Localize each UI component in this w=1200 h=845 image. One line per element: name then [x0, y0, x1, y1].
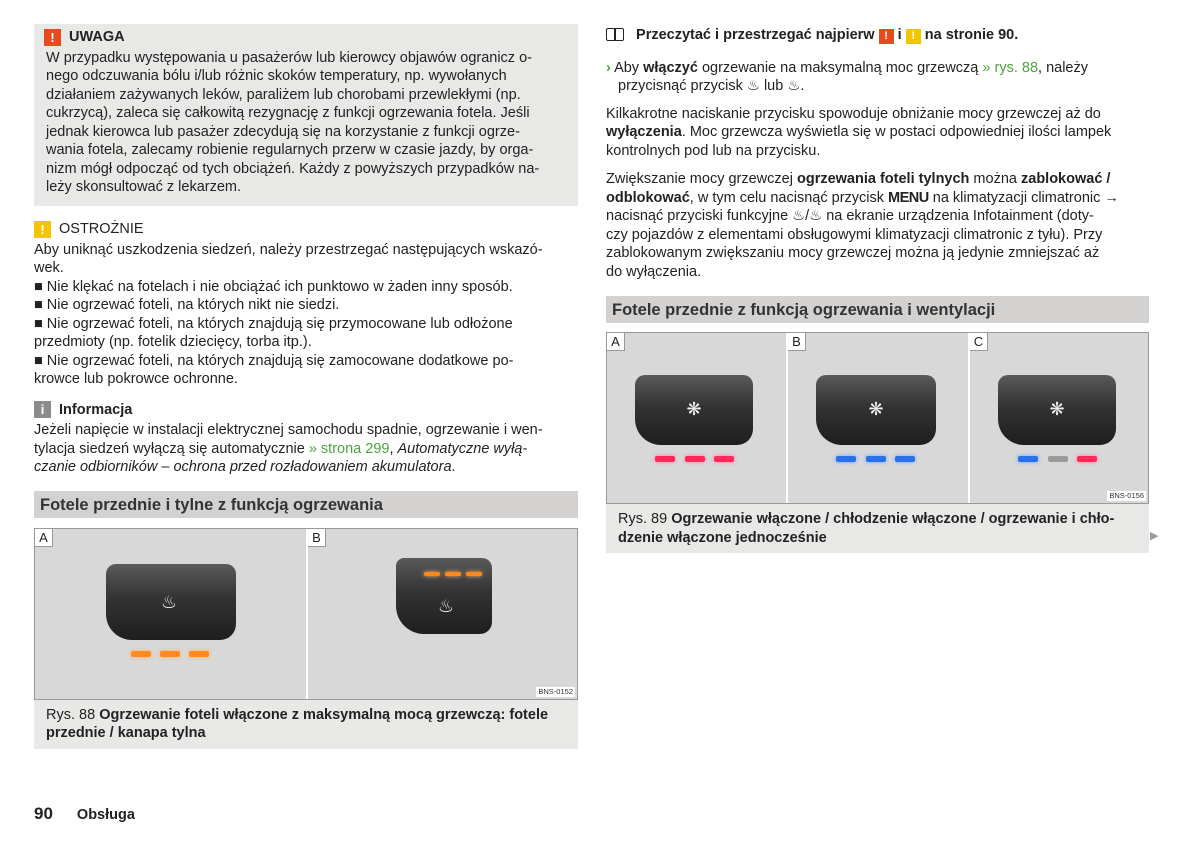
heat-indicator-led — [685, 456, 705, 462]
step-text: Aby — [610, 59, 644, 76]
step-line: przycisnąć przycisk ♨ lub ♨. — [618, 78, 805, 94]
caution-bullet: ■ Nie klękać na fotelach i nie obciążać ich punktowo w żaden inny sposób. — [34, 278, 513, 295]
right-column — [606, 24, 1149, 553]
heat-indicator-led — [189, 651, 209, 657]
caution-intro-line: Aby uniknąć uszkodzenia siedzeń, należy przestrzegać następujących wskazó- — [34, 241, 543, 258]
info-italic: czanie odbiorników – ochrona przed rozładowaniem akumulatora — [34, 459, 452, 475]
step-paragraph — [606, 59, 1149, 96]
warning-line: działaniem zażywanych leków, paraliżem lub chorobami przewlekłymi (np. — [46, 86, 521, 103]
seat-heat-icon: ♨ — [437, 595, 455, 616]
para-line — [606, 189, 1149, 208]
caution-title: OSTROŻNIE — [59, 221, 144, 237]
heat-indicator-led — [445, 572, 461, 576]
caution-bullet: ■ Nie ogrzewać foteli, na których nikt nie siedzi. — [34, 297, 340, 313]
caption-text: Ogrzewanie foteli włączone z maksymalną mocą grzewczą: fotele przednie / kanapa tylna — [46, 706, 549, 741]
para-line — [606, 123, 1149, 142]
para-line: nacisnąć przyciski funkcyjne ♨/♨ na ekranie urządzenia Infotainment (doty- — [606, 208, 1094, 224]
warning-line: W przypadku występowania u pasażerów lub kierowcy objawów ogranicz o- — [46, 49, 532, 66]
warning-icon: ! — [879, 29, 894, 44]
left-column — [34, 24, 578, 749]
caution-section — [34, 220, 578, 389]
cool-indicator-led — [836, 456, 856, 462]
heat-indicator-led — [424, 572, 440, 576]
caution-icon: ! — [906, 29, 921, 44]
panel-label: A — [35, 529, 53, 547]
para-bold: wyłączenia — [606, 124, 682, 140]
caution-intro-line: wek. — [34, 260, 64, 276]
fan-heat-icon: ❋ — [868, 399, 884, 419]
warning-icon: ! — [44, 29, 61, 46]
warning-line: leży skonsultować z lekarzem. — [46, 179, 242, 195]
cool-indicator-led — [895, 456, 915, 462]
info-italic: Automatyczne wyłą- — [397, 440, 528, 457]
menu-key-label: MENU — [888, 189, 929, 206]
figure-88-caption — [34, 700, 578, 749]
para-line: do wyłączenia. — [606, 263, 702, 280]
section-heading-heated-seats: Fotele przednie i tylne z funkcją ogrzewania — [34, 491, 578, 518]
seat-heat-icon: ♨ — [160, 591, 178, 612]
para-line: zablokowanym zwiększaniu mocy grzewczej można ją jedynie zmniejszać aż — [606, 245, 1100, 261]
caution-bullet: przedmioty (np. fotelik dziecięcy, torba itp.). — [34, 334, 312, 350]
info-header — [34, 401, 578, 420]
caution-bullets — [34, 278, 578, 389]
figure-88 — [34, 528, 578, 700]
info-text-part: , — [389, 440, 398, 457]
reference-text: i — [897, 27, 902, 43]
cool-indicator-led — [1018, 456, 1038, 462]
panel-label: B — [788, 333, 806, 351]
figure-code: BNS-0152 — [538, 686, 573, 696]
fan-heat-icon: ❋ — [686, 399, 702, 419]
reference-text: na stronie 90. — [924, 27, 1019, 43]
para-text: można — [969, 171, 1021, 187]
para-line: kontrolnych pod lub na przycisku. — [606, 142, 821, 159]
info-line — [34, 440, 578, 459]
book-icon — [606, 28, 624, 41]
para-line: Kilkakrotne naciskanie przycisku spowoduje obniżanie mocy grzewczej aż do — [606, 105, 1101, 122]
para-text: Zwiększanie mocy grzewczej — [606, 171, 797, 187]
warning-title: UWAGA — [69, 29, 125, 45]
seat-climate-button — [816, 375, 936, 445]
seat-climate-button — [635, 375, 753, 445]
warning-line: cukrzycą), zaleca się całkowitą rezygnację z funkcji ogrzewania fotela. Jeśli — [46, 105, 530, 121]
heat-indicator-led — [131, 651, 151, 657]
panel-label: A — [607, 333, 625, 351]
warning-box — [34, 24, 578, 206]
step-arrow-icon: › — [606, 59, 611, 76]
para-line — [606, 170, 1149, 189]
page-299-link[interactable]: » strona 299 — [308, 440, 390, 457]
info-text — [34, 421, 578, 477]
para-text: na klimatyzacji climatronic → — [928, 189, 1119, 206]
heat-indicator-led — [466, 572, 482, 576]
page-footer — [34, 805, 135, 825]
para-line: czy pojazdów z elementami obsługowymi klimatyzacji climatronic z tyłu). Przy — [606, 226, 1103, 243]
reference-text: Przeczytać i przestrzegać najpierw — [636, 27, 875, 43]
para-bold: odblokować — [606, 189, 690, 206]
section-heading-heated-ventilated-seats: Fotele przednie z funkcją ogrzewania i wentylacji — [606, 296, 1149, 323]
figure-89-panel-a — [607, 333, 786, 503]
page-number: 90 — [34, 804, 53, 823]
cool-indicator-led — [866, 456, 886, 462]
step-bold: włączyć — [643, 59, 698, 76]
caution-icon: ! — [34, 221, 51, 238]
reference-line — [606, 26, 1149, 45]
seat-heat-button — [106, 564, 236, 640]
caption-text: Ogrzewanie włączone / chłodzenie włączone / ogrzewanie i chło-dzenie włączone jednocześnie — [618, 511, 1115, 546]
heat-indicator-led — [714, 456, 734, 462]
warning-line: nizm mógł odpocząć od tych obciążeń. Każdy z powyższych przypadków na- — [46, 160, 540, 177]
caption-number: Rys. 89 — [618, 511, 668, 527]
figure-88-panel-a — [35, 529, 306, 699]
rear-seat-heat-button — [396, 558, 492, 634]
info-line — [34, 458, 578, 477]
info-text-part: . — [451, 459, 456, 475]
warning-line: wania fotela, zalecamy robienie regularnych przerw w czasie jazdy, by orga- — [46, 142, 534, 158]
info-text-part: tylacja siedzeń wyłączą się automatycznie — [34, 440, 309, 457]
figure-89 — [606, 332, 1149, 504]
warning-header — [44, 28, 568, 47]
panel-label: B — [308, 529, 326, 547]
seat-climate-button — [998, 375, 1116, 445]
para-text: , w tym celu nacisnąć przycisk — [689, 189, 889, 206]
caution-intro — [34, 241, 578, 278]
figure-89-panel-c — [970, 333, 1148, 503]
paragraph-1 — [606, 105, 1149, 161]
figure-88-panel-b — [308, 529, 577, 699]
para-bold: ogrzewania foteli tylnych — [796, 171, 970, 187]
para-text: . Moc grzewcza wyświetla się w postaci odpowiedniej ilości lampek — [681, 124, 1112, 140]
figure-88-link[interactable]: » rys. 88 — [982, 59, 1039, 76]
heat-indicator-led — [655, 456, 675, 462]
caution-bullet: ■ Nie ogrzewać foteli, na których znajdują się przymocowane lub odłożone — [34, 315, 513, 332]
page-section: Obsługa — [76, 807, 135, 823]
panel-label: C — [970, 333, 988, 351]
warning-line: jednak kierowca lub pasażer zdecydują się na korzystanie z funkcji ogrze- — [46, 123, 520, 140]
continued-arrow-icon: ▶ — [1150, 530, 1159, 542]
figure-code: BNS-0156 — [1109, 491, 1144, 500]
heat-indicator-led — [1077, 456, 1097, 462]
paragraph-2 — [606, 170, 1149, 281]
warning-line: nego odczuwania bólu i/lub różnic skoków temperatury, np. wywołanych — [46, 68, 507, 84]
step-text: , należy — [1038, 59, 1088, 76]
caption-number: Rys. 88 — [46, 706, 96, 723]
info-section — [34, 401, 578, 477]
off-indicator-led — [1048, 456, 1068, 462]
figure-89-panel-b — [788, 333, 968, 503]
fan-heat-icon: ❋ — [1049, 399, 1065, 419]
warning-text — [44, 49, 568, 197]
para-bold: zablokować / — [1021, 171, 1111, 187]
info-icon: i — [34, 401, 51, 418]
step-line — [606, 59, 1149, 78]
caution-bullet: krowce lub pokrowce ochronne. — [34, 371, 238, 387]
caution-bullet: ■ Nie ogrzewać foteli, na których znajdują się zamocowane dodatkowe po- — [34, 352, 514, 369]
caution-header — [34, 220, 578, 239]
figure-89-caption — [606, 504, 1149, 553]
info-title: Informacja — [59, 401, 133, 418]
heat-indicator-led — [160, 651, 180, 657]
step-text: ogrzewanie na maksymalną moc grzewczą — [697, 59, 983, 76]
info-line: Jeżeli napięcie w instalacji elektrycznej samochodu spadnie, ogrzewanie i wen- — [34, 422, 543, 438]
